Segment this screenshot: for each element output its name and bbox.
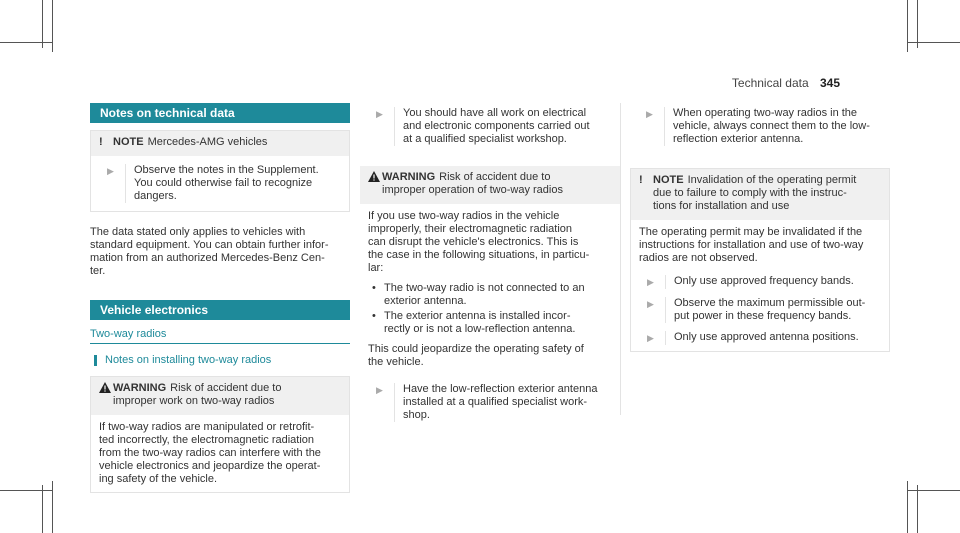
list-item xyxy=(360,281,620,309)
paragraph xyxy=(90,226,350,278)
text-line: installed at a qualified specialist work- xyxy=(403,396,588,408)
crop-mark xyxy=(52,0,53,52)
triangle-icon: ▶ xyxy=(376,385,383,395)
triangle-icon: ▶ xyxy=(646,109,653,119)
text-line: due to failure to comply with the instruc- xyxy=(653,187,847,199)
text-line: improper operation of two-way radios xyxy=(382,184,563,196)
triangle-icon: ▶ xyxy=(647,277,654,287)
instruction-item xyxy=(631,271,889,293)
note-label: NOTE xyxy=(113,136,144,148)
bullet-icon: • xyxy=(372,282,376,294)
instruction-item xyxy=(631,327,889,351)
note-body xyxy=(631,220,889,271)
triangle-icon: ▶ xyxy=(376,109,383,119)
instruction-item xyxy=(360,103,620,154)
text-line: ing safety of the vehicle. xyxy=(99,473,218,485)
crop-mark xyxy=(42,485,43,533)
text-line: and electronic components carried out xyxy=(403,120,590,132)
text-line: ter. xyxy=(90,265,106,277)
text-line: put power in these frequency bands. xyxy=(674,310,852,322)
text-line: Observe the notes in the Supplement. xyxy=(134,164,319,176)
section-heading-technical-data: Notes on technical data xyxy=(90,103,350,123)
crop-mark xyxy=(52,481,53,533)
text-line: lar: xyxy=(368,262,384,274)
text-line: improperly, their electromagnetic radiation xyxy=(368,223,572,235)
text-line: If you use two-way radios in the vehicle xyxy=(368,210,560,222)
text-line: dangers. xyxy=(134,190,177,202)
text-line: The data stated only applies to vehicles with xyxy=(90,226,306,238)
text-line: The two-way radio is not connected to an xyxy=(384,282,585,294)
instruction-item xyxy=(631,293,889,327)
text-line: vehicle electronics and jeopardize the operat- xyxy=(99,460,321,472)
warning-icon xyxy=(99,382,113,408)
text-line: The exterior antenna is installed incor- xyxy=(384,310,571,322)
text-line: improper work on two-way radios xyxy=(113,395,275,407)
warning-box xyxy=(90,376,350,493)
crop-mark xyxy=(907,0,908,52)
crop-mark xyxy=(908,490,960,491)
page-number: 345 xyxy=(819,76,840,90)
triangle-icon: ▶ xyxy=(647,333,654,343)
note-box-permit xyxy=(630,168,890,352)
warning-label: WARNING xyxy=(382,171,436,183)
text-line: You could otherwise fail to recognize xyxy=(134,177,313,189)
text-line: the vehicle. xyxy=(368,356,424,368)
warning-header xyxy=(91,377,349,415)
topic-title: Notes on installing two-way radios xyxy=(105,354,272,366)
crop-mark xyxy=(0,490,52,491)
instruction-item xyxy=(360,375,620,430)
text-line: at a qualified specialist workshop. xyxy=(403,133,567,145)
text-line: radios are not observed. xyxy=(639,252,758,264)
topic-marker xyxy=(94,355,97,366)
subsection-heading: Two-way radios xyxy=(90,328,350,344)
text-line: Invalidation of the operating permit xyxy=(687,174,857,186)
text-line: rectly or is not a low-reflection antenna. xyxy=(384,323,576,335)
triangle-icon: ▶ xyxy=(647,299,654,309)
text-line: The operating permit may be invalidated if the xyxy=(639,226,863,238)
text-line: vehicle, always connect them to the low- xyxy=(673,120,870,132)
exclamation-icon: ! xyxy=(639,174,643,186)
text-line: You should have all work on electrical xyxy=(403,107,587,119)
warning-body xyxy=(360,204,620,281)
instruction-item xyxy=(630,103,890,154)
column-3 xyxy=(630,103,890,352)
warning-body xyxy=(91,415,349,492)
text-line: ted incorrectly, the electromagnetic radiation xyxy=(99,434,315,446)
text-line: instructions for installation and use of two-way xyxy=(639,239,864,251)
text-line: If two-way radios are manipulated or retrofit- xyxy=(99,421,315,433)
topic-heading xyxy=(90,354,350,366)
text-line: Observe the maximum permissible out- xyxy=(674,297,866,309)
text-line: standard equipment. You can obtain further infor- xyxy=(90,239,329,251)
text-line: from the two-way radios can interfere with the xyxy=(99,447,321,459)
text-line: This could jeopardize the operating safety of xyxy=(368,343,584,355)
warning-section xyxy=(360,166,620,430)
note-box-amg xyxy=(90,130,350,212)
exclamation-icon: ! xyxy=(99,136,103,148)
warning-header xyxy=(360,166,620,204)
text-line: can disrupt the vehicle's electronics. This is xyxy=(368,236,579,248)
text-line: Risk of accident due to xyxy=(170,382,282,394)
section-title: Technical data xyxy=(731,76,809,90)
crop-mark xyxy=(0,42,52,43)
note-text: Mercedes-AMG vehicles xyxy=(147,136,268,148)
text-line: exterior antenna. xyxy=(384,295,467,307)
crop-mark xyxy=(42,0,43,48)
text-line: reflection exterior antenna. xyxy=(673,133,804,145)
text-line: shop. xyxy=(403,409,430,421)
crop-mark xyxy=(917,485,918,533)
running-header xyxy=(732,76,840,90)
column-1 xyxy=(90,103,350,493)
text-line: Risk of accident due to xyxy=(439,171,551,183)
note-header xyxy=(91,131,349,156)
instruction-item xyxy=(91,156,349,211)
text-line: Have the low-reflection exterior antenna xyxy=(403,383,598,395)
crop-mark xyxy=(917,0,918,48)
triangle-icon: ▶ xyxy=(107,166,114,176)
list-item xyxy=(360,309,620,337)
warning-label: WARNING xyxy=(113,382,167,394)
crop-mark xyxy=(908,42,960,43)
text-line: Only use approved antenna positions. xyxy=(665,331,859,345)
text-line: When operating two-way radios in the xyxy=(673,107,858,119)
text-line: mation from an authorized Mercedes-Benz Cen- xyxy=(90,252,325,264)
text-line: Only use approved frequency bands. xyxy=(665,275,854,289)
warning-icon xyxy=(368,171,382,197)
text-line: the case in the following situations, in particu- xyxy=(368,249,590,261)
text-line: tions for installation and use xyxy=(653,200,790,212)
bullet-icon: • xyxy=(372,310,376,322)
column-2 xyxy=(360,103,621,421)
note-label: NOTE xyxy=(653,174,684,186)
paragraph xyxy=(360,337,620,375)
section-heading-vehicle-electronics: Vehicle electronics xyxy=(90,300,350,320)
crop-mark xyxy=(907,481,908,533)
note-header xyxy=(631,169,889,220)
